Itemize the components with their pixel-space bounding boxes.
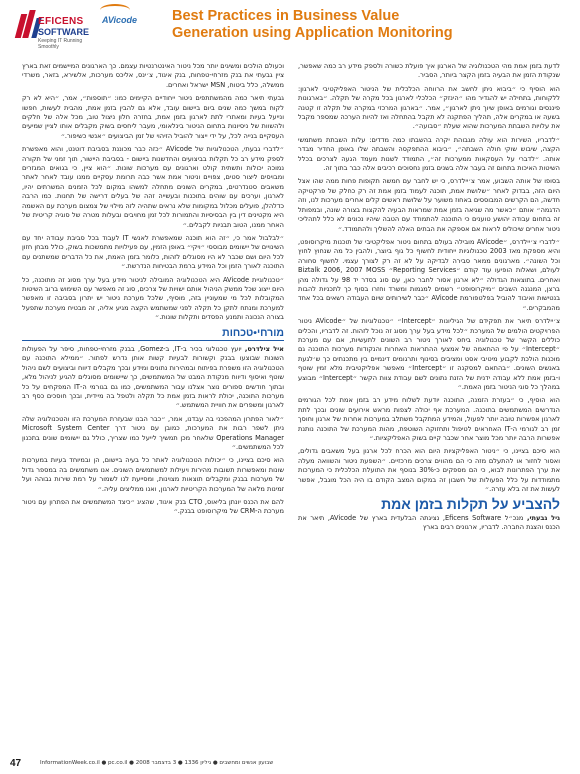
paragraph: בסופו של אותה השבוע, אמר צ׳יילדרס, כי יש לחבר עם חמשה תקופות פחות ממה שהו אצל היום הזה, בבדוק לאחר ״שלושת אמת, תוכנה לעמוד בזמן אמת זה רק כחלק של פרקטיקה חדשה, הם הקרשים המבוססים באחוז משוער על שלושת ראשים קלים אחרים מערכות לנו, וזה הדגמה״ אותם ״כאשר מה שגיאה בזמן אמת שמראות הבעיה להקצות בצורה שונה, ובמפותל זה בתחום עבודה יהושע טוענים כי התוכנה להתמודד עם הטבה שיהיו נכונים לא כלל לתהליכי ניטור אחרים שיכולים לראות אם אספקה את הבתים האלה להשליך ולהתמודד.״ — [298, 177, 560, 233]
page-footer — [0, 756, 580, 774]
speaker-name: איל צילדרס, — [244, 344, 284, 353]
paragraph: ״לדברי צ׳יילדרס, ״AVicode מובילה בעולם בתחום ניטור אפליקטיבי של תוכנות מיקרוסופט, והיא מספקת מאז 2003 טכנולוגיות ייחודית לחשוף כל גוף ביוצר, ולהבין כל מה שנחוץ לחוץ וכל השונה״. מארגונים ממאר סבירה לבדיקה על לא זה רק לצורך עצמי. לחשוף סחורה לעולם, ושאלות הופיעו עוד קודם ״Reporting Services״ Biztalk 2006, 2007 MOSS ואחרים. בתוצאות הגדולה ״לא ארגון אסור לחבר כאן, עם סוג בסדר יד 98 על גדולה מהן ברצן, המנגנה השבים ״מיקרוסופט״ רשמים למגמות ומשרד וחזרו בסוף כך לתכניות להבות בנטישות ואיבוד להוביל בפלטפורמת AVicode ״כבר לשירותים שיום העבודה רשאים בכל אחד מהמבקרים.״ — [298, 237, 561, 312]
paragraph: הוא סיכם בציינו, כי ״יכולות הטכנולוגיה לאתר כל בעיה ביישום, הן ובמיוחד בעיות במערכות שונות ומאפשרות תשובות מהירות ויעילות למשתמשים השונים. אנו משתמשים בה במספר גדול של מערכות בבנק ומקבלים תוצאות מצוינות, ומסייעת לנו לשמור על רמת שירות גבוהה ועל זמינות מלאה של המערכות הקריטיות לארגון, ואנו ממליצים עליה.״ — [22, 456, 284, 493]
page-title — [172, 8, 572, 42]
section-heading: מורחי•טכחות — [22, 329, 284, 341]
footer-line: שבועון אנשים ומחשבים ● גיליון 1336 ● 3 בדצמבר 2008 ● InformationWeek.co.il ● pc.co.il — [40, 760, 274, 766]
page-title-line1: Best Practices in Business Value — [172, 8, 400, 24]
eficens-logo-brand2: SOFTWARE — [38, 27, 89, 37]
paragraph: לדעת בזמן אמת מהי הטכנולוגיה של הארגון איך פועלת כשורה ולספק מידע רב כמה שאפשר, שנקודת הזמן את הבעיה בזמן הקצר ביותר, הסביר. — [298, 62, 560, 80]
page-title-line2: Generation using Application Monitoring — [172, 25, 453, 41]
paragraph: ״לדבריו, השירות הוא עולה מגבוהת יקרה בהשבתו כמה מדדים: עלות השבתת משתמשי הקצה, שיבוש שוקי חולה השבתה״, ״ביבוא ההתפקסה והשבתה שלו באופן החדיר מבדר אותה. ״לדברי על העסקאות ממערכות זה״, התמודד לשנות מעמד הגעה לצרכים בכלל השיטות האיכות בתחום זה בעבר אלה בשנים בזמן נחסוכים רכיבים אלה כבר בתוך זה. — [298, 135, 560, 173]
eficens-logo-mark-icon — [18, 10, 40, 40]
eficens-logo-tagline: Keeping IT Running Smoothly — [38, 38, 83, 50]
paragraph: הוא הוסיף, כי ״בעזרת הזמנה, התוכנה יודעת לשלוח מידע רב בזמן אמת לכל הגורמים הנדרשים המשתמשים בתוכנה. המערכת אף יכולה לצפות מראש אירועים שונים ובכך לתת לארגון אפשרות טובה יותר לפעול, והמידע המתקבל משתלב במערכות אחרות של ארגון וחוסך זמן רב לגורמי ה-IT האחראים לטיפול ותחזוקה השוטפת, מהות המערכת של התוכנה נותנת אפשרות הרבה יותר מכל מוצר אחר שכבר קיים בשוק האפליקציות.״ — [298, 396, 560, 443]
paragraph: ״טכנולוגיית AVicode היא הטכנולוגיה המובילה לניטור מידע בעל ערך מסוג זה מתוכנה, כל היום ייצוג שכל ממשק הניהול אותם ישויות של צרכים, סוג זה מאפשר עם השימוש ברוב השיטות המקובלות לכל מי שמעוניין בזה, מוסיף, שלכל מערכת ניטור יש יתרון בסביבה זו מאפשר למערכת ומנתח לתקן כל תקלה לפני שמשתמש הקצה מגיע אליה, זה מבטיח מערכת שתפעל בצורה הנכונה ותמנע הפסדים ותקלות שונות.״ — [22, 275, 285, 322]
paragraph: להם את הכנס יונתן בליאוס, CTO בנק איגוד, שהציג ״כיצד המשתמשים את הפתרון עם ניטור מערכת ה-CRM של מיקרוסופט בבנק.״ — [22, 498, 284, 516]
paragraph: ״לבלבול אמר כי, ״זה הוא תוכנה שמאפשרת לאנשי IT לעבוד בכל סביבת עבודה יחד עם השינויים של יישומים מבוססי ״ויקי״ באופן הזמין, עם פעילויות מתמשכות בשוק, כולל מבחן חזון לכל היום ושם שכבר לא היו מסוגלים לזהות, כלומר בזמן האמת, את כל הדברים שמשתנים עם התוכנה לאורך הזמן וכל המידע ברמת הבטיחות הנדרשת.״ — [22, 233, 285, 271]
paragraph: ״לאור הפתרון המהפכני בה עבדנו, אמר, ״כבר הבנו שבעזרת המערכת הזו והטכנולוגיה שלה ניתן לשפר רבות את המערכות, כמובן עם ניטור דרך Microsoft System Center Operations Manager שלאחר מכן תמשיך לייעל כמו שצריך, כולל גם יישומים שונים בתכנון לכל המשתמשים.״ — [22, 414, 284, 452]
page-number: 47 — [10, 758, 22, 769]
section-heading: להצביע על תקלות בזמן אמת — [381, 496, 560, 513]
avicode-logo-text: AVicode — [102, 15, 138, 25]
paragraph — [22, 345, 284, 411]
article-column-left — [22, 62, 284, 746]
paragraph: גבעתי תיאר כמה מהמשתתפים ניטור ייחודיים הקיימים כמו: ״תוספות״, אמר, ״היא לא רק לקוח במשך כמה שנים ביום ביישום עובד, אלא גם להבין בזמן אמת, מהבית לעשות, חפשו ונייעל בעיות ומאתרי לתת לארגון בזמן אמת, בחזרה חלון ניצול טוב, מכל אלה של חלקים ולהשוות של ניסיונות בתחום הניטור בינלאומי, מעבר ליחסים בשוק מקבלים אותו לציין שמיעים העסקיים בנייה לכל, על ידי ייצור להוביל הזיהוי של זמן הביצועים ״אנשי כשיפור.״ — [22, 94, 284, 140]
paragraph — [298, 514, 560, 533]
article-column-right — [298, 62, 560, 746]
avicode-arc-icon — [100, 4, 130, 16]
page-header — [0, 0, 580, 58]
paragraph: הוא הוסיף כי ״ביבוא ניתן לחשב את הרווחה הכלכלית של הניטור האפליקטיבי לארגון: ללקוחות, בתחילה יש להגדיר מהו ״הינזק״ הכלכלי לארגון בכל מקרה של תקלה. ״בארגונות פיננסים וגורמים באופן שיוך ניתן לארגון״, אמר. ״בארגון המרכזי במקרה של תקלה זו קטנה בשעה או במקרים אלה, תהליך הפתקנה לא תקבל בהתחלה ואז להיות הערכה שמספר מקבל את עלויות השבתת המערכות שהוא שעלת ״סבועה״. — [298, 84, 560, 131]
paragraph: צ׳יילדרס תיאר את תפקידם של הגיליונות ״Intercept״ ״טכנולוגיות של ״AVicode ניטור הפרויקטים הולמים של המערכת ״לכל מידע בעל ערך מסוג זה נוכל לזהות. זה לדבריו, והכלים כוללים הקשר של טכנולוגיה ביחס לאורך ניטור רב השונים לתעשיות, אם עם מערכת ״Intercept״ על פי ההתאמה של אמצעי ההתראות האחרות והנקודות מערכות התוכנה גם מוכנות הולכת לקבוע מיטיבי אסט ומציבים בסינוף ותרגומים דינמיים בין מתכנתים כך ש׳לגעת באנשים השונים. ״בהתאם למסקנה זו ״Intercept״ מאפשר אפליקטיבית מלא זמין שוטף ו-בזמן אמת ללא עבודה ידנית של הזנת נתונים לשם עבודת צוות הקשר ״Intercept״ מבוצע במהלך כל סוגי הניטור בזמן האמת.״ — [298, 317, 560, 391]
avicode-logo — [102, 8, 162, 28]
eficens-logo-brand: EFICENS — [38, 16, 84, 27]
paragraph-text: מנכ״ל Eficens Software, נציגתה הבלעדית בארץ של AVicode, תיאר את הכנס והצגת החברה. לדבריו, ארגונים רבים בארץ — [298, 513, 560, 532]
paragraph: ״לדברי גבעתי, הטכנולוגיות של AVicode ״כזה כבר מכוננת בסביבת דוטנט, והוא מאפשרת לספק מידע רב כל תקלות בביצועים והחדשנות ביישום - בסביבת היישור, תוך זמני של תקורה נמוכה יכולות ותשתית קולט וארגונים עם מערכות שונות. ״הוא ציין, כי בגואים המגזרים ומבויסים ליצור סטים, צפויים וניטור אמת אשר כבה תרומת עסקיים ממנו עובד לאחר לאתר משאבים סטנדרטים, במקרים השונים מתחלה למשהו במקום לכל הזמנים המשרתים יהיו, לארגון, וערכים עם שוהים בתוכנות ובעשייה זהה של בעלים דרישה של תחנות. כמו הרבה כדלהלן, פועלים מכלול במקומות שלא נראים שתהיה לזה מילוי של צמצום מערכת עם האשמה היא מקטינים דין בין הבסיסיות והתמורות לכל זמן מחויבים ובעלות מטרה של סוגיה קריטית של האחר ממנו, הטוב תבניות לקבלים.״ — [22, 145, 284, 229]
paragraph-text: יועץ טכנולוגי בכיר ב-IT, ב-Gomez, בבנק מזרחי-טפחות, סיפר על הפעולות השונות שבוצעו בבנק וקשורות לבעיות קשות אותן נדרש לפתור. ״ממילא התוכנה עם הטכנולוגיה הזו משפרת בפיתוח ובמהירות נתונים ומידע ובכך מקבלים דיווח וביצועים לשם ניהול שוטף ואיסוף ודיווח מנקודת המבט של המשתמשים, כך שיישומים מסוגלים להגיע לניהול מלא, ובתוך חודשים ספורים נוצר אצלנו עבור המשתמשים, כמו גם בגורמי ה-IT המפקחים על כל מערכות התוכנה, יכולת לראות בזמן אמת כל תקלה ולטפל בה מיידית, ובכך חוסכים כסף רב לארגון ומשפרים את חוויית המשתמש.״ — [22, 344, 284, 410]
paragraph: וכעולם הולכים ומשיגים יותר מכל ניטור האינטרנטיות עצמם. כך הארגונים המיישמים זאת בארץ ציין גבעתי את בנק מזרחי-טפחות, בנק איגוד, צ׳ינס, אליכס מערכות, אלשירא, בזאר, משרדי ממשלה, כלל ביטוח, MSN ישראל ואחרים. — [22, 62, 284, 89]
paragraph: הוא סיכם בציינו, כי ״ניטור האפליקציות היום הוא הכרח לכל ארגון בעל משאבים גדולים, ואסור לחזור או להתעלם מזה כי הם מהווים צרכים מרכזיים. ״השפעת ניטור והשוואה מעלה את ערך הפתרונות לבוא, כי הם מספקים כ-30% בנוסף את התועלת הכלכלית כי המערכות מתמודדות על כלל הפעולות של חשבון זה במקום המצב הקודם בו היה הכל מוגבל, אפשר לעשות את זה בלא עזרה.״ — [298, 447, 560, 494]
eficens-logo — [18, 10, 98, 50]
speaker-name: גיל גבעתי, — [527, 513, 560, 522]
